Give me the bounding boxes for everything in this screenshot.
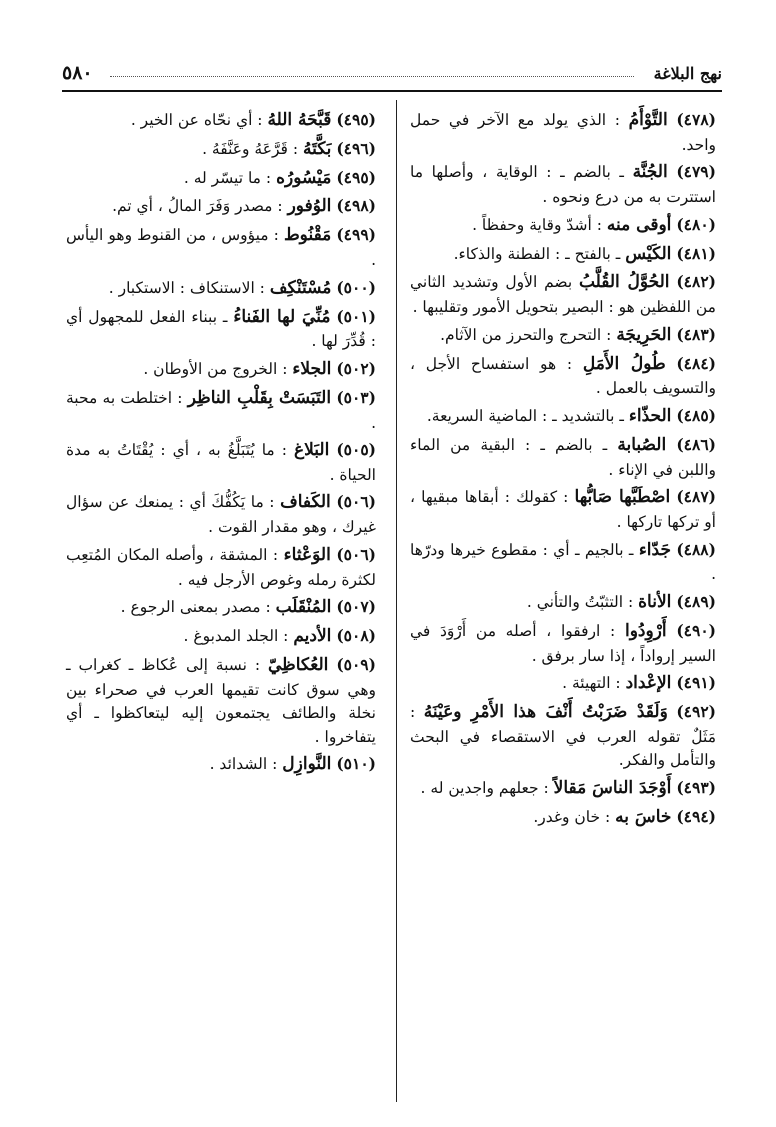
entry-definition: : الذي يولد مع الآخر في حمل واحد.: [410, 111, 716, 154]
glossary-entry: [410, 776, 716, 802]
entry-term: أَرْوِدُوا: [624, 620, 667, 641]
glossary-entry: [410, 805, 716, 831]
glossary-entry: [66, 595, 376, 621]
glossary-entry: [410, 619, 716, 668]
glossary-entry: [410, 700, 716, 773]
entry-definition: : الاستنكاف : الاستكبار .: [108, 278, 265, 297]
entry-number: ( ٤٨٢ ): [676, 272, 716, 291]
entry-definition: : الخروج من الأوطان .: [143, 359, 288, 378]
entry-number: ( ٥٠٠ ): [336, 278, 376, 297]
entry-definition: : مصدر بمعنى الرجوع .: [120, 598, 271, 617]
entry-term: مَقْنُوط: [283, 225, 332, 246]
entry-definition: : ما تيسّر له .: [183, 168, 272, 187]
entry-term: الكَيْس: [625, 243, 672, 264]
entry-number: ( ٥١٠ ): [336, 754, 376, 773]
entry-number: ( ٤٩٩ ): [336, 225, 376, 244]
entry-number: ( ٥٠٩ ): [336, 655, 376, 674]
entry-number: ( ٥٠٦ ): [336, 545, 376, 564]
entry-term: الحُوَّلُ القُلَّبُ: [578, 272, 670, 293]
glossary-entry: [66, 137, 376, 163]
entry-term: اصْطَبَّها صَابُّها: [574, 487, 671, 508]
entry-number: ( ٤٧٨ ): [676, 110, 716, 129]
book-title: نهج البلاغة: [653, 64, 722, 83]
entry-definition: : مَثَلٌ تقوله العرب في الاستقصاء في البحث والتأمل والفكر.: [410, 702, 716, 770]
entry-number: ( ٤٨٠ ): [676, 215, 716, 234]
entry-definition: : قَرَّعَهُ وعَنَّفَهُ .: [202, 139, 299, 158]
entry-definition: : الجلد المدبوغ .: [183, 627, 289, 646]
glossary-entry: [66, 305, 376, 354]
entry-definition: : ما يُتَبَلَّغُ به ، أي : يُقْتَاتُ به مدة الحياة .: [66, 441, 376, 484]
entry-number: ( ٤٨٨ ): [676, 540, 716, 559]
entry-number: ( ٤٨٣ ): [676, 325, 716, 344]
glossary-entry: [410, 590, 716, 616]
entry-definition: : التحرج والتحرز من الآثام.: [440, 325, 612, 344]
entry-number: ( ٥٠٧ ): [336, 597, 376, 616]
entry-number: ( ٤٨٥ ): [676, 406, 716, 425]
glossary-entry: [66, 194, 376, 220]
glossary-entry: [410, 485, 716, 534]
glossary-entry: [410, 270, 716, 319]
entry-term: النَّوازِل: [282, 754, 332, 775]
glossary-entry: [66, 276, 376, 302]
entry-number: ( ٥٠٦ ): [336, 492, 376, 511]
entry-number: ( ٥٠٢ ): [336, 359, 376, 378]
entry-definition: : التثبّتُ والتأني .: [526, 592, 634, 611]
glossary-entry: [410, 108, 716, 157]
entry-term: التَّوْأَمُ: [628, 110, 668, 130]
entry-definition: : الشدائد .: [209, 755, 278, 774]
entry-number: ( ٤٩١ ): [676, 673, 716, 692]
column-divider: [396, 100, 397, 1102]
entry-term: طُولُ الأَمَلِ: [582, 353, 666, 374]
glossary-entry: [410, 323, 716, 349]
entry-number: ( ٤٩٣ ): [676, 778, 716, 797]
glossary-entry: [410, 404, 716, 430]
entry-number: ( ٤٩٥ ): [336, 110, 376, 129]
entry-definition: : أشدّ وقاية وحفظاً .: [472, 215, 602, 234]
entry-term: الكَفاف: [280, 492, 331, 513]
entry-number: ( ٤٧٩ ): [676, 162, 716, 181]
entry-term: قَبَّحَهُ اللهُ: [267, 110, 332, 130]
entry-definition: ـ بالضم ـ : البقية من الماء واللبن في الإناء .: [410, 435, 716, 479]
entry-number: ( ٥٠١ ): [336, 307, 376, 326]
entry-number: ( ٤٨١ ): [676, 244, 716, 263]
entry-term: العُكاظِيّ: [268, 654, 329, 675]
glossary-entry: [410, 160, 716, 209]
entry-term: الوُفور: [287, 196, 332, 217]
glossary-entry: [66, 166, 376, 192]
entry-term: المُنْقَلَب: [275, 597, 332, 618]
entry-term: الجُنَّة: [632, 162, 668, 183]
entry-term: الإعْداد: [625, 673, 672, 694]
entry-term: التَبَسَتْ بِقَلْبِ الناظِر: [187, 387, 332, 408]
entry-definition: ـ ببناء الفعل للمجهول أي : قُدِّرَ لها .: [66, 307, 376, 351]
glossary-entry: [66, 653, 376, 749]
entry-definition: : ارفقوا ، أصله من أَرْوَدَ في السير إرواداً ، إذا سار برفق .: [410, 621, 716, 665]
glossary-entry: [66, 752, 376, 778]
glossary-entry: [66, 438, 376, 487]
entry-definition: ـ بالضم ـ : الوقاية ، وأصلها ما استترت به من درع ونحوه .: [410, 163, 716, 207]
glossary-entry: [66, 357, 376, 383]
entry-term: الجلاء: [292, 358, 332, 379]
entry-term: أوقى منه: [606, 214, 672, 235]
entry-number: ( ٥٠٣ ): [336, 388, 376, 407]
glossary-entry: [66, 386, 376, 435]
glossary-entry: [410, 538, 716, 587]
entry-definition: : ميؤوس ، من القنوط وهو اليأس .: [66, 226, 376, 270]
entry-number: ( ٤٩٠ ): [676, 621, 716, 640]
entry-definition: : مصدر وَفَرَ المالُ ، أي تم.: [112, 197, 283, 216]
glossary-entry: [66, 490, 376, 539]
header-dotted-rule: [110, 76, 634, 77]
glossary-entry: [66, 624, 376, 650]
entry-number: ( ٤٩٨ ): [336, 196, 376, 215]
entry-definition: : نسبة إلى عُكاظ ـ كغراب ـ وهي سوق كانت تقيمها العرب في صحراء بين نخلة والطائف يجتمعون إليه ليتعاكظوا ـ أي يتفاخروا .: [66, 655, 376, 746]
glossary-entry: [410, 213, 716, 239]
glossary-entry: [66, 223, 376, 272]
entry-definition: : كقولك : أبقاها مبقيها ، أو تركها تاركها .: [410, 488, 716, 532]
entry-term: مُنِّيَ لها الفَناءُ: [233, 306, 331, 327]
entry-term: مُسْتَنْكِف: [269, 277, 332, 298]
entry-term: بَكَّتَهُ: [303, 138, 332, 159]
entry-number: ( ٤٩٢ ): [676, 702, 716, 721]
entry-term: الأديم: [293, 626, 332, 647]
entry-number: ( ٤٨٦ ): [676, 435, 716, 454]
entry-definition: ـ بالفتح ـ : الفطنة والذكاء.: [453, 244, 621, 263]
entry-term: مَيْسُورُه: [276, 167, 332, 188]
entry-number: ( ٤٩٥ ): [336, 168, 376, 187]
glossary-entry: [66, 108, 376, 134]
entry-number: ( ٤٨٤ ): [676, 354, 716, 373]
entry-definition: : اختلطت به محبة .: [66, 388, 376, 432]
entry-definition: : هو استفساح الأجل ، والتسويف بالعمل .: [410, 354, 716, 398]
entry-number: ( ٥٠٥ ): [336, 440, 376, 459]
entry-definition: ـ بالجيم ـ أي : مقطوع خيرها ودرّها .: [410, 540, 716, 584]
page-header: [62, 62, 722, 92]
entry-definition: : أي نحّاه عن الخير .: [130, 111, 263, 129]
entry-term: الحَرِيجَة: [616, 324, 672, 345]
glossary-entry: [410, 433, 716, 482]
entry-number: ( ٤٩٦ ): [336, 139, 376, 158]
glossary-entry: [410, 671, 716, 697]
entry-definition: : ما يَكُفُّكَ أي : يمنعك عن سؤال غيرك ، وهو مقدار القوت .: [66, 493, 376, 537]
page-number: ٥٨٠: [62, 62, 93, 84]
entry-term: الوَعْثاء: [283, 544, 331, 565]
entry-definition: ـ بالتشديد ـ : الماضية السريعة.: [426, 406, 624, 425]
entry-definition: بضم الأول وتشديد الثاني من اللفظين هو : البصير بتحويل الأمور وتقليبها .: [410, 273, 716, 317]
right-column: [410, 108, 716, 834]
entry-term: الحذّاء: [628, 405, 672, 426]
entry-number: ( ٤٨٩ ): [676, 592, 716, 611]
entry-term: الصُبابة: [617, 434, 667, 455]
left-column: [66, 108, 376, 781]
entry-number: ( ٤٩٤ ): [676, 807, 716, 826]
glossary-entry: [410, 352, 716, 401]
header-rule: [62, 90, 722, 92]
entry-definition: : التهيئة .: [562, 674, 621, 693]
entry-definition: : المشقة ، وأصله المكان المُتعِب لكثرة رمله وغوص الأرجل فيه .: [66, 545, 376, 589]
entry-number: ( ٤٨٧ ): [676, 487, 716, 506]
entry-term: جَدّاء: [638, 539, 671, 560]
entry-term: خاسَ به: [615, 806, 672, 827]
entry-term: الأناة: [638, 591, 672, 612]
entry-term: وَلَقَدْ ضَرَبْتُ أَنْفَ هذا الأَمْرِ وعَيْنَهُ: [423, 701, 668, 722]
entry-term: أَوْجَدَ الناسَ مَقالاً: [553, 777, 672, 798]
glossary-entry: [410, 242, 716, 268]
glossary-entry: [66, 543, 376, 592]
entry-definition: : جعلهم واجدين له .: [420, 778, 549, 797]
entry-definition: : خان وغدر.: [533, 807, 611, 826]
entry-term: البَلاغ: [293, 440, 330, 461]
entry-number: ( ٥٠٨ ): [336, 626, 376, 645]
